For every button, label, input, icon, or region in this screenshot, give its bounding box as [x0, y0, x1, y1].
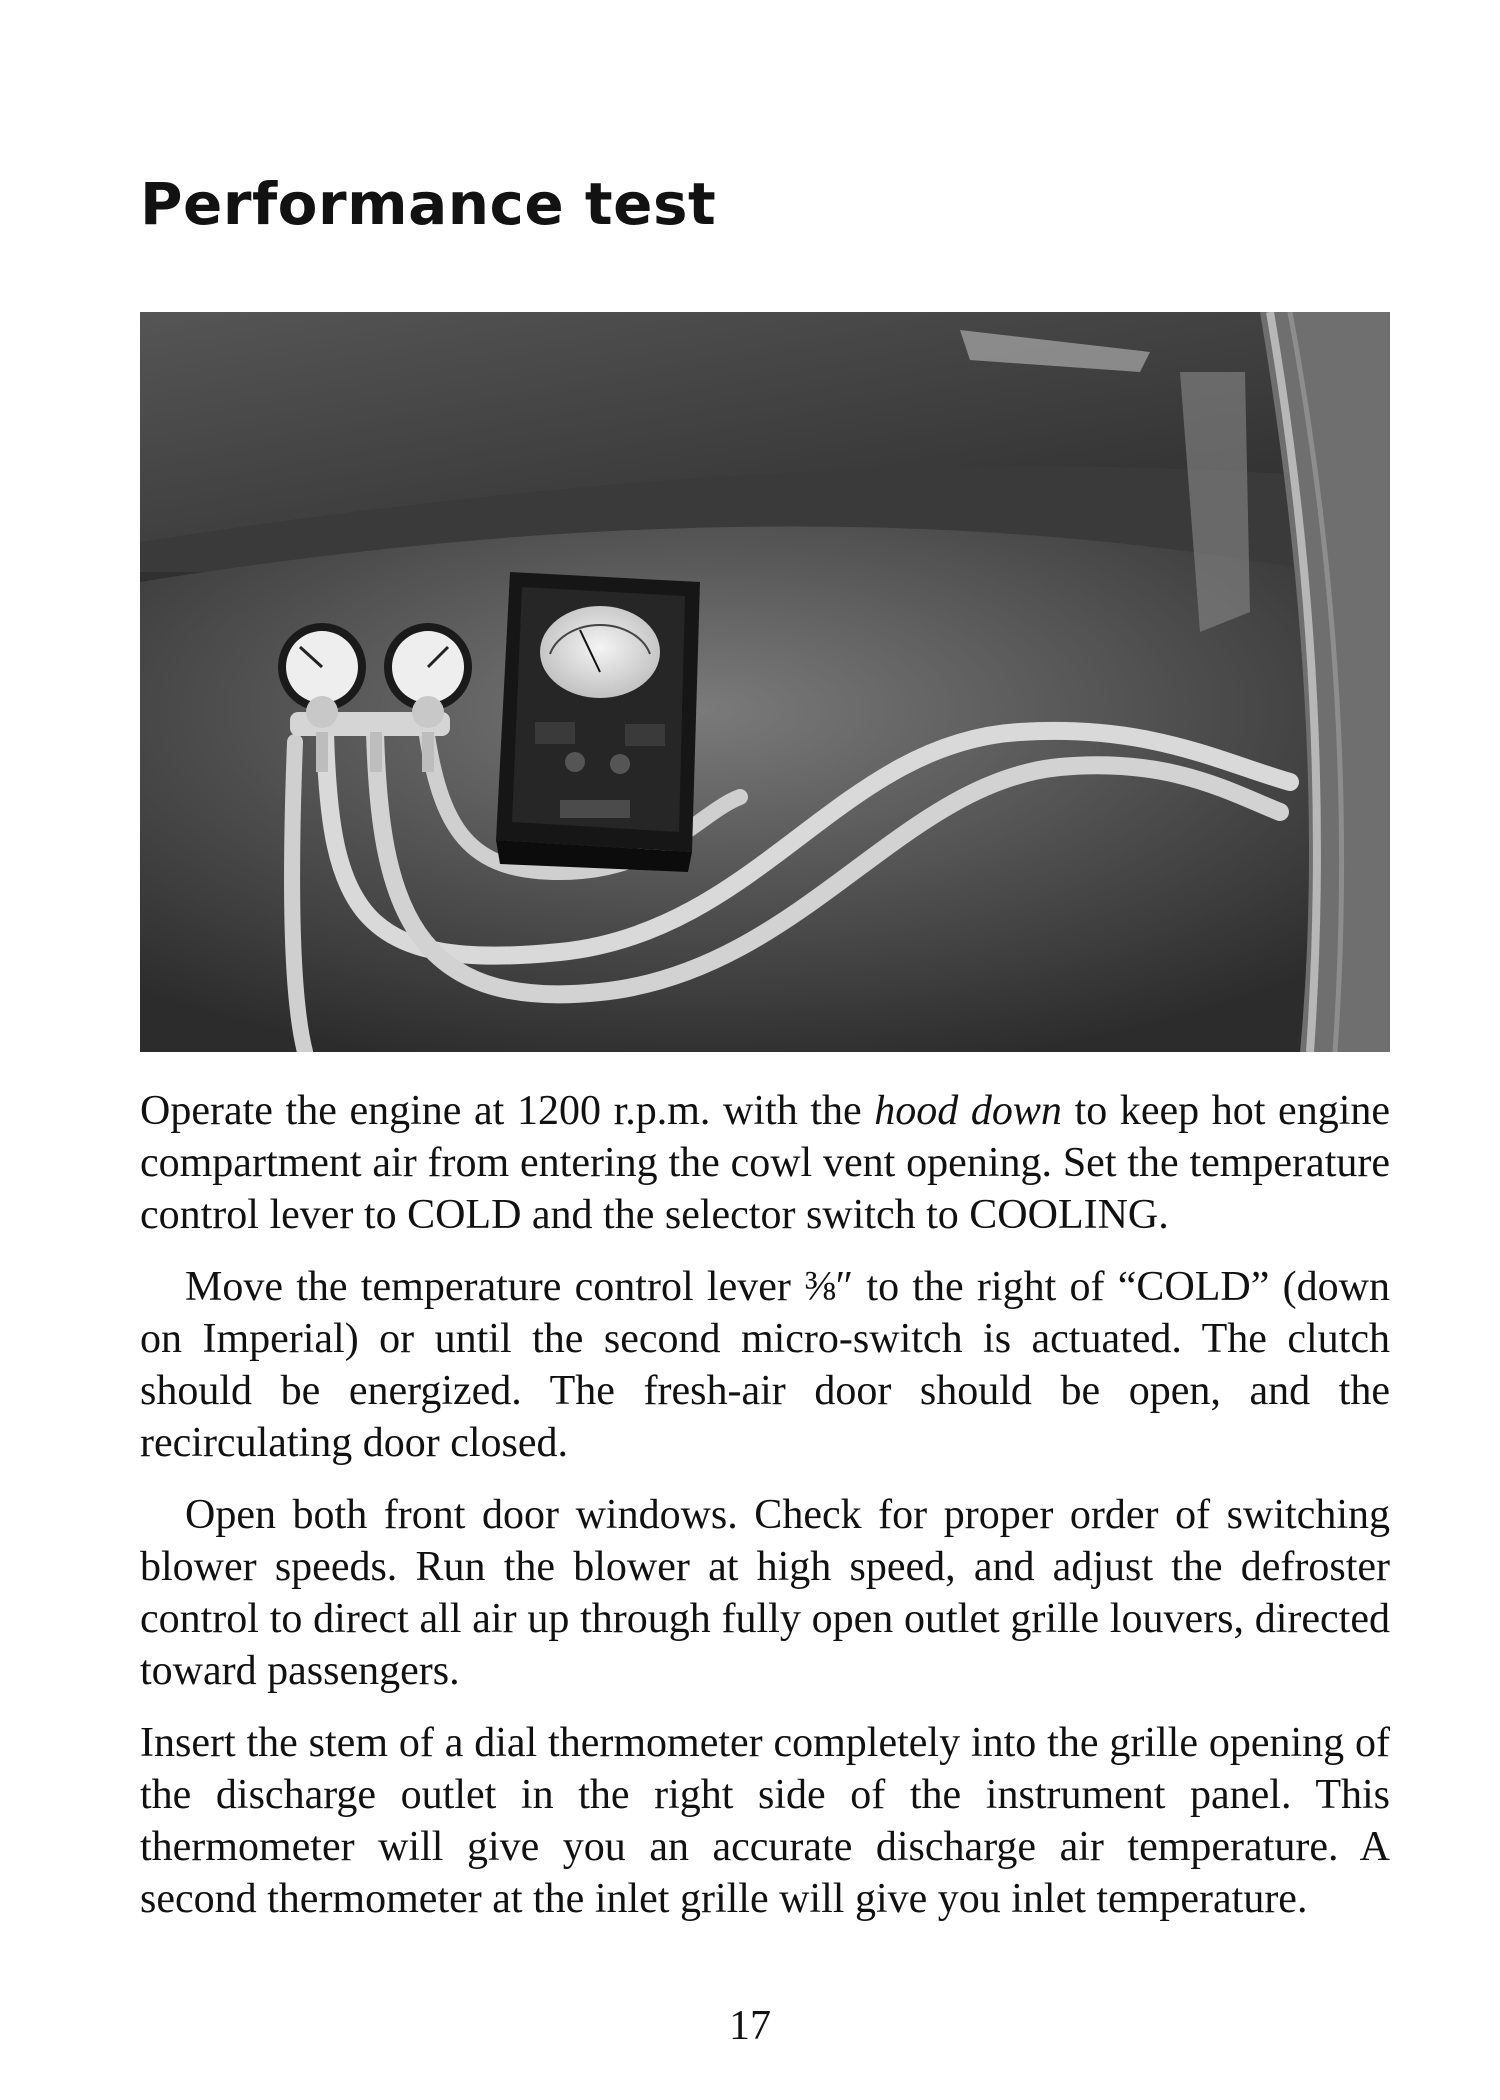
- paragraph-4-text: Insert the stem of a dial thermometer completely into the grille opening of the discharge outlet in the right side of the instrument panel. This thermometer will give you an accurate discharge air temperature. A second thermometer at the inlet grille will give you inlet temperature.: [140, 1720, 1390, 1922]
- paragraph-3: [140, 1489, 1390, 1697]
- test-meter: [496, 572, 700, 872]
- test-equipment-photo: [140, 312, 1390, 1052]
- paragraph-1: [140, 1085, 1390, 1241]
- photo-illustration: [140, 312, 1390, 1052]
- paragraph-1-italic: hood down: [874, 1088, 1062, 1134]
- page-title: Performance test: [140, 170, 717, 238]
- paragraph-4: [140, 1717, 1390, 1925]
- page-number: 17: [729, 2003, 771, 2049]
- paragraph-2-text: Move the temperature control lever ⅜″ to the right of “COLD” (down on Imperial) or until the second micro-switch is actuated. The clutch should be energized. The fresh-air door should be open, and the recirculating door closed.: [140, 1264, 1390, 1466]
- paragraph-3-text: Open both front door windows. Check for proper order of switching blower speeds. Run the blower at high speed, and adjust the defroster control to direct all air up through fully open outlet grille louvers, directed toward passengers.: [140, 1492, 1390, 1694]
- paragraph-1-text-a: Operate the engine at 1200 r.p.m. with the: [140, 1088, 875, 1134]
- paragraph-1-text-b: to keep hot engine compartment air from entering the cowl vent opening. Set the temperature control lever to COLD and the selector switch to COOLING.: [140, 1088, 1391, 1238]
- paragraph-2: [140, 1261, 1390, 1469]
- body-text: [140, 1085, 1390, 1945]
